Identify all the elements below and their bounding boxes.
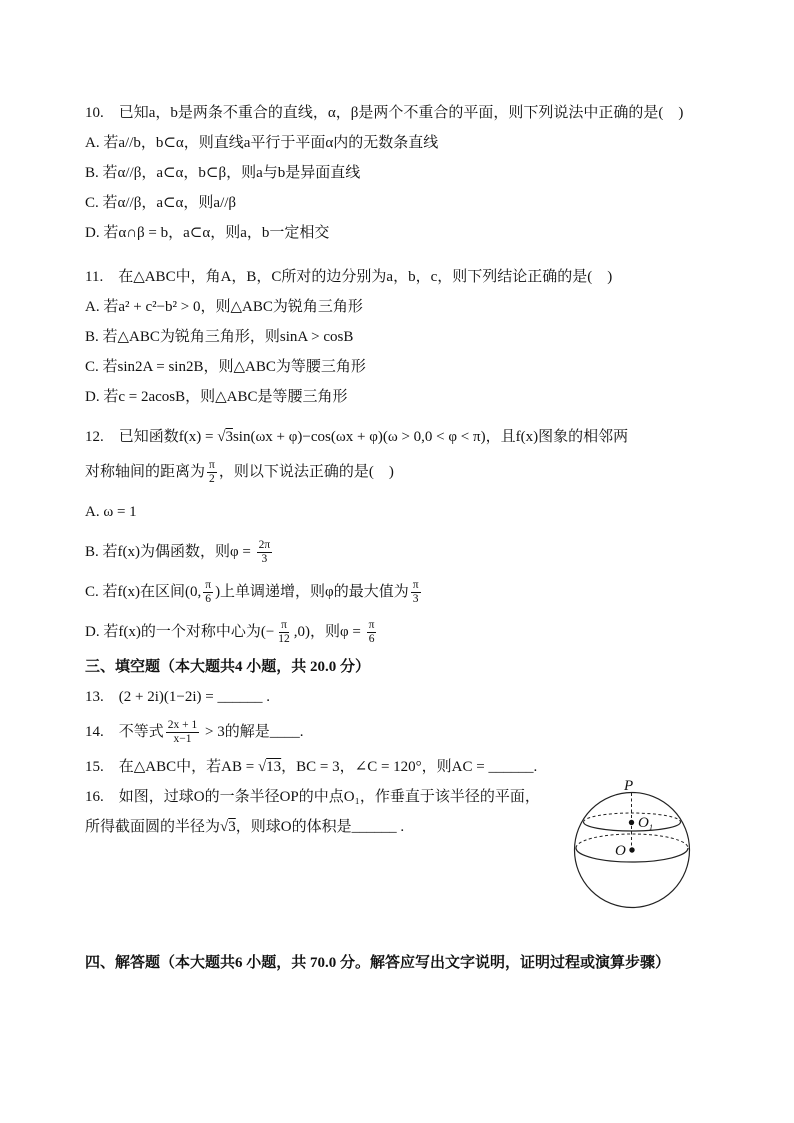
section-fill-in-header: 三、填空题（本大题共4 小题，共 20.0 分） (85, 659, 371, 675)
question-10-stem: 10. 已知a，b是两条不重合的直线，α，β是两个不重合的平面，则下列说法中正确的是( ) (85, 105, 684, 121)
fraction: $\frac{\pi}{6}$ (368, 618, 375, 646)
question-16-line2: 所得截面圆的半径为√3，则球O的体积是______ . (85, 819, 405, 835)
question-11-option-c: C. 若sin2A = sin2B，则△ABC为等腰三角形 (85, 359, 366, 375)
fraction: $\frac{\pi}{3}$ (412, 578, 419, 606)
question-15: 15. 在△ABC中，若AB = √13，BC = 3，∠C = 120°，则AC = ______. (85, 759, 538, 775)
question-11-option-d: D. 若c = 2acosB，则△ABC是等腰三角形 (85, 389, 348, 405)
label-o1: $O_1$ (638, 815, 654, 832)
fraction: $\frac{\pi}{2}$ (209, 458, 215, 486)
question-12-stem-line1: 12. 已知函数f(x) = √3sin(ωx + φ)−cos(ωx + φ)(ω > 0,0 < φ < π)，且f(x)图象的相邻两 (85, 429, 629, 445)
equator-ellipse-back (576, 834, 688, 848)
label-p: P (624, 778, 634, 794)
fraction: $\frac{\pi}{6}$ (205, 578, 212, 606)
question-11-option-b: B. 若△ABC为锐角三角形，则sinA > cosB (85, 329, 354, 345)
question-13: 13. (2 + 2i)(1−2i) = ______ . (85, 689, 270, 705)
question-16-line1: 16. 如图，过球O的一条半径OP的中点O₁，作垂直于该半径的平面， (85, 789, 540, 805)
question-10-option-b: B. 若α//β，a⊂α，b⊂β，则a与b是异面直线 (85, 165, 361, 181)
section-solve-header: 四、解答题（本大题共6 小题，共 70.0 分。解答应写出文字说明，证明过程或演算步骤） (85, 955, 671, 971)
fraction: $\frac{2x + 1}{x-1}$ (167, 718, 198, 746)
fraction: $\frac{2\pi}{3}$ (258, 538, 271, 566)
question-11-option-a: A. 若a² + c²−b² > 0，则△ABC为锐角三角形 (85, 299, 363, 315)
question-12-option-d: D. 若f(x)的一个对称中心为(− $\frac{\pi}{12}$ ,0)，则φ = $\frac{\pi}{6}$ (85, 618, 375, 646)
question-12-stem-line2: 对称轴间的距离为 $\frac{\pi}{2}$ ，则以下说法正确的是( ) (85, 458, 394, 486)
fraction: $\frac{\pi}{12}$ (278, 618, 290, 646)
question-12-option-a: A. ω = 1 (85, 504, 137, 520)
radical: √13 (257, 759, 282, 775)
question-11-stem: 11. 在△ABC中，角A，B，C所对的边分别为a，b，c，则下列结论正确的是( ) (85, 269, 613, 285)
point-o1-dot (629, 820, 634, 825)
radical: √3 (217, 429, 233, 445)
radical: √3 (220, 819, 236, 835)
question-10-option-a: A. 若a//b，b⊂α，则直线a平行于平面α内的无数条直线 (85, 135, 439, 151)
question-14: 14. 不等式 $\frac{2x + 1}{x-1}$ > 3的解是____. (85, 718, 304, 746)
question-10-option-d: D. 若α∩β = b，a⊂α，则a，b一定相交 (85, 225, 330, 241)
question-12-option-b: B. 若f(x)为偶函数，则φ = $\frac{2\pi}{3}$ (85, 538, 271, 566)
question-12-option-c: C. 若f(x)在区间(0, $\frac{\pi}{6}$ )上单调递增，则φ的最大值为 $\frac{\pi}{3}$ (85, 578, 419, 606)
sphere-figure (566, 760, 706, 920)
label-o: O (615, 843, 626, 859)
point-o-dot (629, 847, 634, 852)
question-10-option-c: C. 若α//β，a⊂α，则a//β (85, 195, 237, 211)
